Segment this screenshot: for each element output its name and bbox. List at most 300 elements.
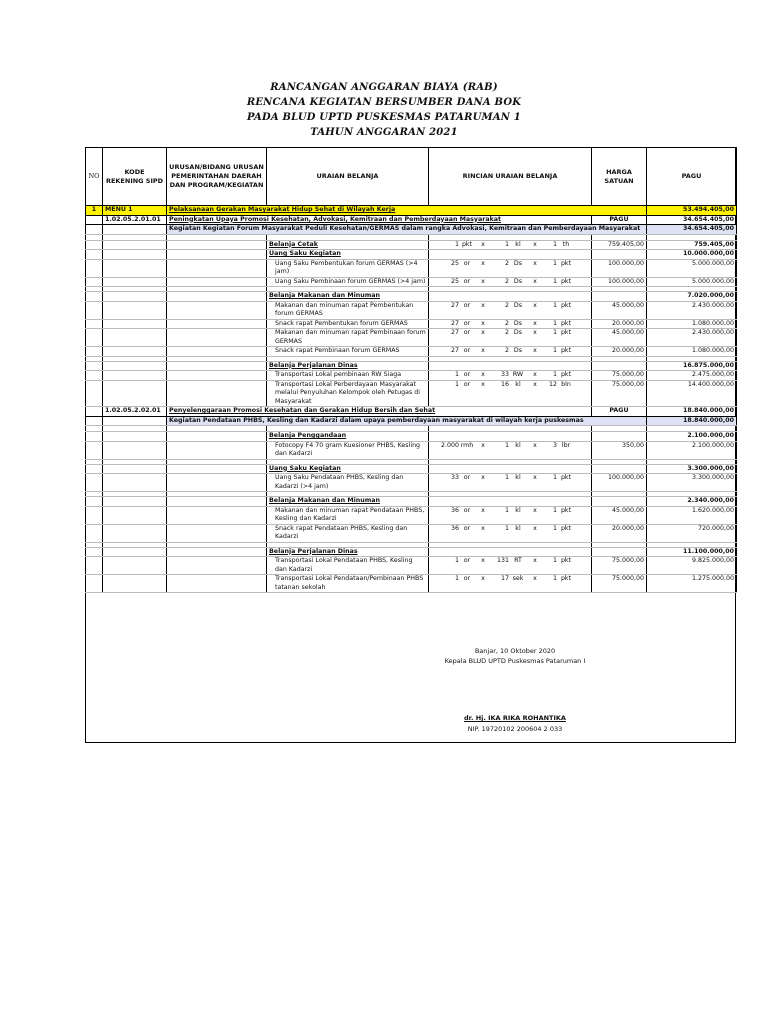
multiply-sign: x xyxy=(481,301,485,309)
multiply-sign: x xyxy=(533,380,537,388)
unit-2: sek xyxy=(512,575,524,582)
multiply-sign: x xyxy=(533,557,537,564)
row-urusan xyxy=(167,301,267,319)
kegiatan-row xyxy=(86,225,737,235)
rincian-cell xyxy=(429,250,592,260)
row-pagu: 2.340.000,00 xyxy=(647,497,737,507)
rincian-cell xyxy=(429,361,592,371)
rincian-cell xyxy=(429,432,592,442)
kegiatan-no xyxy=(86,225,103,235)
row-pagu: 9.825.000,00 xyxy=(647,557,737,575)
kegiatan-no xyxy=(86,416,103,426)
rincian-cell xyxy=(429,557,592,575)
row-kode xyxy=(103,497,167,507)
row-urusan xyxy=(167,497,267,507)
expense-group-label: Belanja Penggandaan xyxy=(267,432,429,442)
expense-item-label: Snack rapat Pembentukan forum GERMAS xyxy=(267,319,429,329)
row-urusan xyxy=(167,319,267,329)
expense-item-label: Transportasi Lokal Pendataan PHBS, Kesling dan Kadarzi xyxy=(267,557,429,575)
expense-item-label: Fotocopy F4 70 gram Kuesioner PHBS, Kesling dan Kadarzi xyxy=(267,441,429,459)
harga-satuan: 20.000,00 xyxy=(592,319,647,329)
multiply-sign: x xyxy=(481,557,485,564)
row-pagu: 5.000.000,00 xyxy=(647,259,737,277)
expense-item-label: Uang Saku Pembentukan forum GERMAS (>4 jam) xyxy=(267,259,429,277)
rincian-cell xyxy=(429,277,592,287)
row-urusan xyxy=(167,361,267,371)
unit-2: kl xyxy=(515,240,521,248)
harga-satuan: 45.000,00 xyxy=(592,329,647,347)
multiply-sign: x xyxy=(533,347,537,354)
row-no xyxy=(86,319,103,329)
expense-group-label: Uang Saku Kegiatan xyxy=(267,250,429,260)
rincian-cell xyxy=(429,240,592,250)
kegiatan-kode xyxy=(103,416,167,426)
signature-place-date: Banjar, 10 Oktober 2020 xyxy=(474,647,556,655)
program-title xyxy=(167,215,592,225)
volume-1: 27 xyxy=(450,329,459,336)
program-no xyxy=(86,407,103,417)
volume-3: 1 xyxy=(552,277,557,285)
row-pagu: 3.300.000,00 xyxy=(647,464,737,474)
row-urusan xyxy=(167,524,267,542)
unit-2: kl xyxy=(515,474,521,481)
row-pagu: 14.400.000,00 xyxy=(647,380,737,407)
document-header xyxy=(0,80,768,140)
row-kode xyxy=(103,319,167,329)
expense-group-row xyxy=(86,292,737,302)
harga-satuan: 350,00 xyxy=(592,441,647,459)
expense-item-row xyxy=(86,371,737,381)
unit-1: or xyxy=(463,380,471,388)
title-line-4: TAHUN ANGGARAN 2021 xyxy=(310,127,458,138)
program-pagu-label: PAGU xyxy=(592,215,647,225)
volume-3: 1 xyxy=(552,557,557,564)
volume-1: 27 xyxy=(450,319,459,327)
row-no xyxy=(86,441,103,459)
col-header-no: NO xyxy=(86,148,103,206)
expense-item-row xyxy=(86,474,737,492)
multiply-sign: x xyxy=(481,524,485,532)
volume-1: 27 xyxy=(450,301,459,309)
signature-name xyxy=(430,713,600,723)
expense-item-label: Transportasi Lokal pembinaan RW Siaga xyxy=(267,371,429,381)
expense-item-row xyxy=(86,347,737,357)
row-kode xyxy=(103,329,167,347)
rincian-cell xyxy=(429,380,592,407)
row-no xyxy=(86,575,103,593)
row-pagu: 1.620.000,00 xyxy=(647,506,737,524)
harga-satuan: 20.000,00 xyxy=(592,347,647,357)
kegiatan-row xyxy=(86,416,737,426)
row-urusan xyxy=(167,441,267,459)
program-kode: 1.02.05.2.01.01 xyxy=(103,215,167,225)
program-title-text: Penyelenggaraan Promosi Kesehatan dan Gerakan Hidup Bersih dan Sehat xyxy=(169,407,436,414)
table-header-row xyxy=(86,148,737,206)
row-kode xyxy=(103,371,167,381)
row-no xyxy=(86,292,103,302)
program-no xyxy=(86,215,103,225)
unit-1: or xyxy=(463,259,471,267)
volume-2: 2 xyxy=(504,277,509,285)
volume-2: 2 xyxy=(504,329,509,336)
row-no xyxy=(86,277,103,287)
harga-satuan: 759.405,00 xyxy=(592,240,647,250)
volume-3: 1 xyxy=(552,474,557,481)
multiply-sign: x xyxy=(533,319,537,327)
row-urusan xyxy=(167,506,267,524)
harga-satuan: 20.000,00 xyxy=(592,524,647,542)
row-kode xyxy=(103,506,167,524)
volume-3: 1 xyxy=(552,371,557,378)
row-pagu: 1.080.000,00 xyxy=(647,319,737,329)
row-pagu: 10.000.000,00 xyxy=(647,250,737,260)
rincian-cell xyxy=(429,292,592,302)
menu-title xyxy=(167,206,647,216)
multiply-sign: x xyxy=(481,240,485,248)
volume-2: 131 xyxy=(496,557,509,564)
row-pagu: 1.275.000,00 xyxy=(647,575,737,593)
volume-3: 1 xyxy=(552,319,557,327)
unit-2: Ds xyxy=(513,277,523,285)
unit-2: kl xyxy=(515,524,521,532)
row-no xyxy=(86,250,103,260)
program-title xyxy=(167,407,592,417)
row-urusan xyxy=(167,371,267,381)
program-kode: 1.02.05.2.02.01 xyxy=(103,407,167,417)
harga-satuan: 75.000,00 xyxy=(592,380,647,407)
volume-1: 1 xyxy=(454,240,459,248)
expense-item-row xyxy=(86,506,737,524)
harga-satuan: 75.000,00 xyxy=(592,557,647,575)
rab-table xyxy=(85,147,737,593)
row-pagu: 7.020.000,00 xyxy=(647,292,737,302)
rincian-cell xyxy=(429,506,592,524)
multiply-sign: x xyxy=(533,329,537,336)
row-pagu: 2.100.000,00 xyxy=(647,432,737,442)
program-row xyxy=(86,407,737,417)
multiply-sign: x xyxy=(533,474,537,481)
row-kode xyxy=(103,380,167,407)
harga-satuan xyxy=(592,432,647,442)
row-urusan xyxy=(167,329,267,347)
unit-2: kl xyxy=(515,380,521,388)
multiply-sign: x xyxy=(533,371,537,378)
title-line-3: PADA BLUD UPTD PUSKESMAS PATARUMAN 1 xyxy=(247,112,521,123)
volume-3: 1 xyxy=(552,575,557,582)
volume-3: 1 xyxy=(552,524,557,532)
volume-1: 1 xyxy=(454,557,459,564)
expense-group-row xyxy=(86,497,737,507)
expense-group-row xyxy=(86,240,737,250)
unit-3: pkt xyxy=(560,506,572,514)
harga-satuan: 100.000,00 xyxy=(592,474,647,492)
multiply-sign: x xyxy=(533,441,537,449)
row-kode xyxy=(103,301,167,319)
volume-2: 17 xyxy=(500,575,509,582)
row-no xyxy=(86,347,103,357)
col-header-rincian: RINCIAN URAIAN BELANJA xyxy=(429,148,592,206)
row-urusan xyxy=(167,240,267,250)
multiply-sign: x xyxy=(481,474,485,481)
unit-2: RW xyxy=(512,371,524,378)
row-urusan xyxy=(167,380,267,407)
title-line-1: RANCANGAN ANGGARAN BIAYA (RAB) xyxy=(270,82,498,93)
row-pagu: 2.430.000,00 xyxy=(647,329,737,347)
row-kode xyxy=(103,277,167,287)
unit-1: or xyxy=(463,319,471,327)
kegiatan-title: Kegiatan Kegiatan Forum Masyarakat Peduli Kesehatan/GERMAS dalam rangka Advokasi, Kemitraan dan Pemberdayaan Masyarakat xyxy=(167,225,647,235)
unit-3: pkt xyxy=(560,319,572,327)
unit-3: pkt xyxy=(560,524,572,532)
expense-item-row xyxy=(86,259,737,277)
row-no xyxy=(86,547,103,557)
kegiatan-pagu: 34.654.405,00 xyxy=(647,225,737,235)
unit-1: or xyxy=(463,371,471,378)
expense-item-row xyxy=(86,441,737,459)
kegiatan-title: Kegiatan Pendataan PHBS, Kesling dan Kadarzi dalam upaya pemberdayaan masyarakat di wilayah kerja puskesmas xyxy=(167,416,647,426)
unit-2: Ds xyxy=(513,259,523,267)
row-pagu: 3.300.000,00 xyxy=(647,474,737,492)
row-pagu: 5.000.000,00 xyxy=(647,277,737,287)
row-kode xyxy=(103,361,167,371)
volume-2: 2 xyxy=(504,347,509,354)
row-urusan xyxy=(167,277,267,287)
row-urusan xyxy=(167,432,267,442)
col-header-uraian: URAIAN BELANJA xyxy=(267,148,429,206)
expense-item-row xyxy=(86,319,737,329)
harga-satuan: 75.000,00 xyxy=(592,575,647,593)
rincian-cell xyxy=(429,474,592,492)
volume-3: 3 xyxy=(552,441,557,449)
row-kode xyxy=(103,240,167,250)
expense-item-row xyxy=(86,557,737,575)
unit-1: or xyxy=(463,474,471,481)
volume-1: 1 xyxy=(454,371,459,378)
unit-2: kl xyxy=(515,506,521,514)
multiply-sign: x xyxy=(533,524,537,532)
multiply-sign: x xyxy=(533,506,537,514)
signature-nip: NIP. 19720102 200604 2 033 xyxy=(467,725,563,733)
rincian-cell xyxy=(429,524,592,542)
row-no xyxy=(86,301,103,319)
expense-group-row xyxy=(86,250,737,260)
unit-2: Ds xyxy=(513,319,523,327)
expense-item-label: Makanan dan minuman rapat Pendataan PHBS, Kesling dan Kadarzi xyxy=(267,506,429,524)
expense-group-label: Belanja Cetak xyxy=(267,240,429,250)
multiply-sign: x xyxy=(533,575,537,582)
unit-3: pkt xyxy=(560,347,572,354)
expense-item-row xyxy=(86,524,737,542)
harga-satuan: 45.000,00 xyxy=(592,301,647,319)
rincian-cell xyxy=(429,371,592,381)
volume-3: 1 xyxy=(552,259,557,267)
rincian-cell xyxy=(429,347,592,357)
multiply-sign: x xyxy=(481,277,485,285)
menu-no: 1 xyxy=(86,206,103,216)
menu-title-text: Pelaksanaan Gerakan Masyarakat Hidup Sehat di Wilayah Kerja xyxy=(169,206,396,213)
volume-3: 1 xyxy=(552,240,557,248)
expense-item-row xyxy=(86,277,737,287)
unit-2: RT xyxy=(514,557,522,564)
col-header-pagu: PAGU xyxy=(647,148,737,206)
multiply-sign: x xyxy=(481,441,485,449)
volume-3: 1 xyxy=(552,329,557,336)
volume-2: 1 xyxy=(504,506,509,514)
expense-item-label: Transportasi Lokal Perberdayaan Masyarakat melalui Penyuluhan Kelompok oleh Petugas di Masyarakat xyxy=(267,380,429,407)
row-no xyxy=(86,557,103,575)
row-kode xyxy=(103,292,167,302)
multiply-sign: x xyxy=(481,380,485,388)
volume-1: 33 xyxy=(450,474,459,481)
multiply-sign: x xyxy=(481,347,485,354)
multiply-sign: x xyxy=(533,240,537,248)
expense-item-label: Uang Saku Pembinaan forum GERMAS (>4 jam) xyxy=(267,277,429,287)
kegiatan-kode xyxy=(103,225,167,235)
unit-1: or xyxy=(463,301,471,309)
unit-3: pkt xyxy=(560,575,572,582)
expense-item-label: Uang Saku Pendataan PHBS, Kesling dan Kadarzi (>4 jam) xyxy=(267,474,429,492)
title-line-2: RENCANA KEGIATAN BERSUMBER DANA BOK xyxy=(246,97,522,108)
row-no xyxy=(86,240,103,250)
row-urusan xyxy=(167,292,267,302)
program-row xyxy=(86,215,737,225)
rincian-cell xyxy=(429,319,592,329)
harga-satuan: 100.000,00 xyxy=(592,277,647,287)
rincian-cell xyxy=(429,259,592,277)
row-no xyxy=(86,464,103,474)
expense-group-label: Belanja Makanan dan Minuman xyxy=(267,497,429,507)
volume-2: 1 xyxy=(504,524,509,532)
harga-satuan: 75.000,00 xyxy=(592,371,647,381)
row-kode xyxy=(103,347,167,357)
menu-row xyxy=(86,206,737,216)
row-urusan xyxy=(167,474,267,492)
volume-1: 2.000 xyxy=(440,441,459,449)
rincian-cell xyxy=(429,329,592,347)
row-kode xyxy=(103,575,167,593)
row-no xyxy=(86,380,103,407)
unit-2: Ds xyxy=(513,301,523,309)
harga-satuan xyxy=(592,464,647,474)
expense-item-row xyxy=(86,575,737,593)
row-urusan xyxy=(167,557,267,575)
row-urusan xyxy=(167,347,267,357)
row-pagu: 1.080.000,00 xyxy=(647,347,737,357)
menu-pagu: 53.494.405,00 xyxy=(647,206,737,216)
program-pagu-label: PAGU xyxy=(592,407,647,417)
harga-satuan xyxy=(592,292,647,302)
volume-2: 2 xyxy=(504,301,509,309)
multiply-sign: x xyxy=(533,259,537,267)
expense-item-row xyxy=(86,301,737,319)
unit-1: or xyxy=(463,524,471,532)
harga-satuan xyxy=(592,497,647,507)
unit-1: pkt xyxy=(461,240,473,248)
row-kode xyxy=(103,474,167,492)
volume-1: 36 xyxy=(450,524,459,532)
rincian-cell xyxy=(429,575,592,593)
harga-satuan xyxy=(592,361,647,371)
row-no xyxy=(86,259,103,277)
unit-2: Ds xyxy=(513,347,523,354)
unit-3: pkt xyxy=(560,277,572,285)
multiply-sign: x xyxy=(481,371,485,378)
unit-1: or xyxy=(463,575,471,582)
row-no xyxy=(86,361,103,371)
volume-2: 1 xyxy=(504,240,509,248)
row-kode xyxy=(103,547,167,557)
multiply-sign: x xyxy=(481,259,485,267)
multiply-sign: x xyxy=(533,277,537,285)
volume-2: 16 xyxy=(500,380,509,388)
harga-satuan xyxy=(592,547,647,557)
expense-item-label: Snack rapat Pembinaan forum GERMAS xyxy=(267,347,429,357)
menu-kode: MENU 1 xyxy=(103,206,167,216)
row-no xyxy=(86,506,103,524)
row-pagu: 11.100.000,00 xyxy=(647,547,737,557)
unit-1: or xyxy=(463,506,471,514)
unit-2: kl xyxy=(515,441,521,449)
expense-group-row xyxy=(86,432,737,442)
unit-3: pkt xyxy=(560,557,572,564)
rab-table-body xyxy=(86,206,737,593)
row-kode xyxy=(103,259,167,277)
signature-name-text: dr. Hj. IKA RIKA ROHANTIKA xyxy=(464,714,566,722)
row-kode xyxy=(103,441,167,459)
row-pagu: 16.875.000,00 xyxy=(647,361,737,371)
row-kode xyxy=(103,432,167,442)
row-no xyxy=(86,371,103,381)
rincian-cell xyxy=(429,464,592,474)
multiply-sign: x xyxy=(533,301,537,309)
volume-2: 33 xyxy=(500,371,509,378)
rincian-cell xyxy=(429,441,592,459)
expense-item-label: Makanan dan minuman rapat Pembinaan forum GERMAS xyxy=(267,329,429,347)
expense-group-label: Belanja Perjalanan Dinas xyxy=(267,361,429,371)
volume-2: 1 xyxy=(504,474,509,481)
volume-1: 25 xyxy=(450,277,459,285)
row-urusan xyxy=(167,464,267,474)
volume-3: 1 xyxy=(552,347,557,354)
row-pagu: 2.475.000,00 xyxy=(647,371,737,381)
unit-1: or xyxy=(463,557,471,564)
row-pagu: 2.100.000,00 xyxy=(647,441,737,459)
program-pagu: 18.840.000,00 xyxy=(647,407,737,417)
unit-3: bln xyxy=(561,380,571,388)
expense-group-row xyxy=(86,361,737,371)
unit-3: lbr xyxy=(561,441,571,449)
row-no xyxy=(86,497,103,507)
col-header-urusan: URUSAN/BIDANG URUSAN PEMERINTAHAN DAERAH DAN PROGRAM/KEGIATAN xyxy=(167,148,267,206)
program-pagu: 34.654.405,00 xyxy=(647,215,737,225)
unit-3: pkt xyxy=(560,474,572,481)
expense-item-row xyxy=(86,380,737,407)
row-pagu: 2.430.000,00 xyxy=(647,301,737,319)
expense-group-label: Uang Saku Kegiatan xyxy=(267,464,429,474)
rincian-cell xyxy=(429,547,592,557)
row-urusan xyxy=(167,250,267,260)
unit-1: or xyxy=(463,329,471,336)
unit-3: pkt xyxy=(560,329,572,336)
row-kode xyxy=(103,557,167,575)
row-urusan xyxy=(167,547,267,557)
expense-item-label: Snack rapat Pendataan PHBS, Kesling dan Kadarzi xyxy=(267,524,429,542)
rincian-cell xyxy=(429,497,592,507)
volume-2: 2 xyxy=(504,259,509,267)
row-no xyxy=(86,432,103,442)
unit-1: or xyxy=(463,277,471,285)
kegiatan-pagu: 18.840.000,00 xyxy=(647,416,737,426)
